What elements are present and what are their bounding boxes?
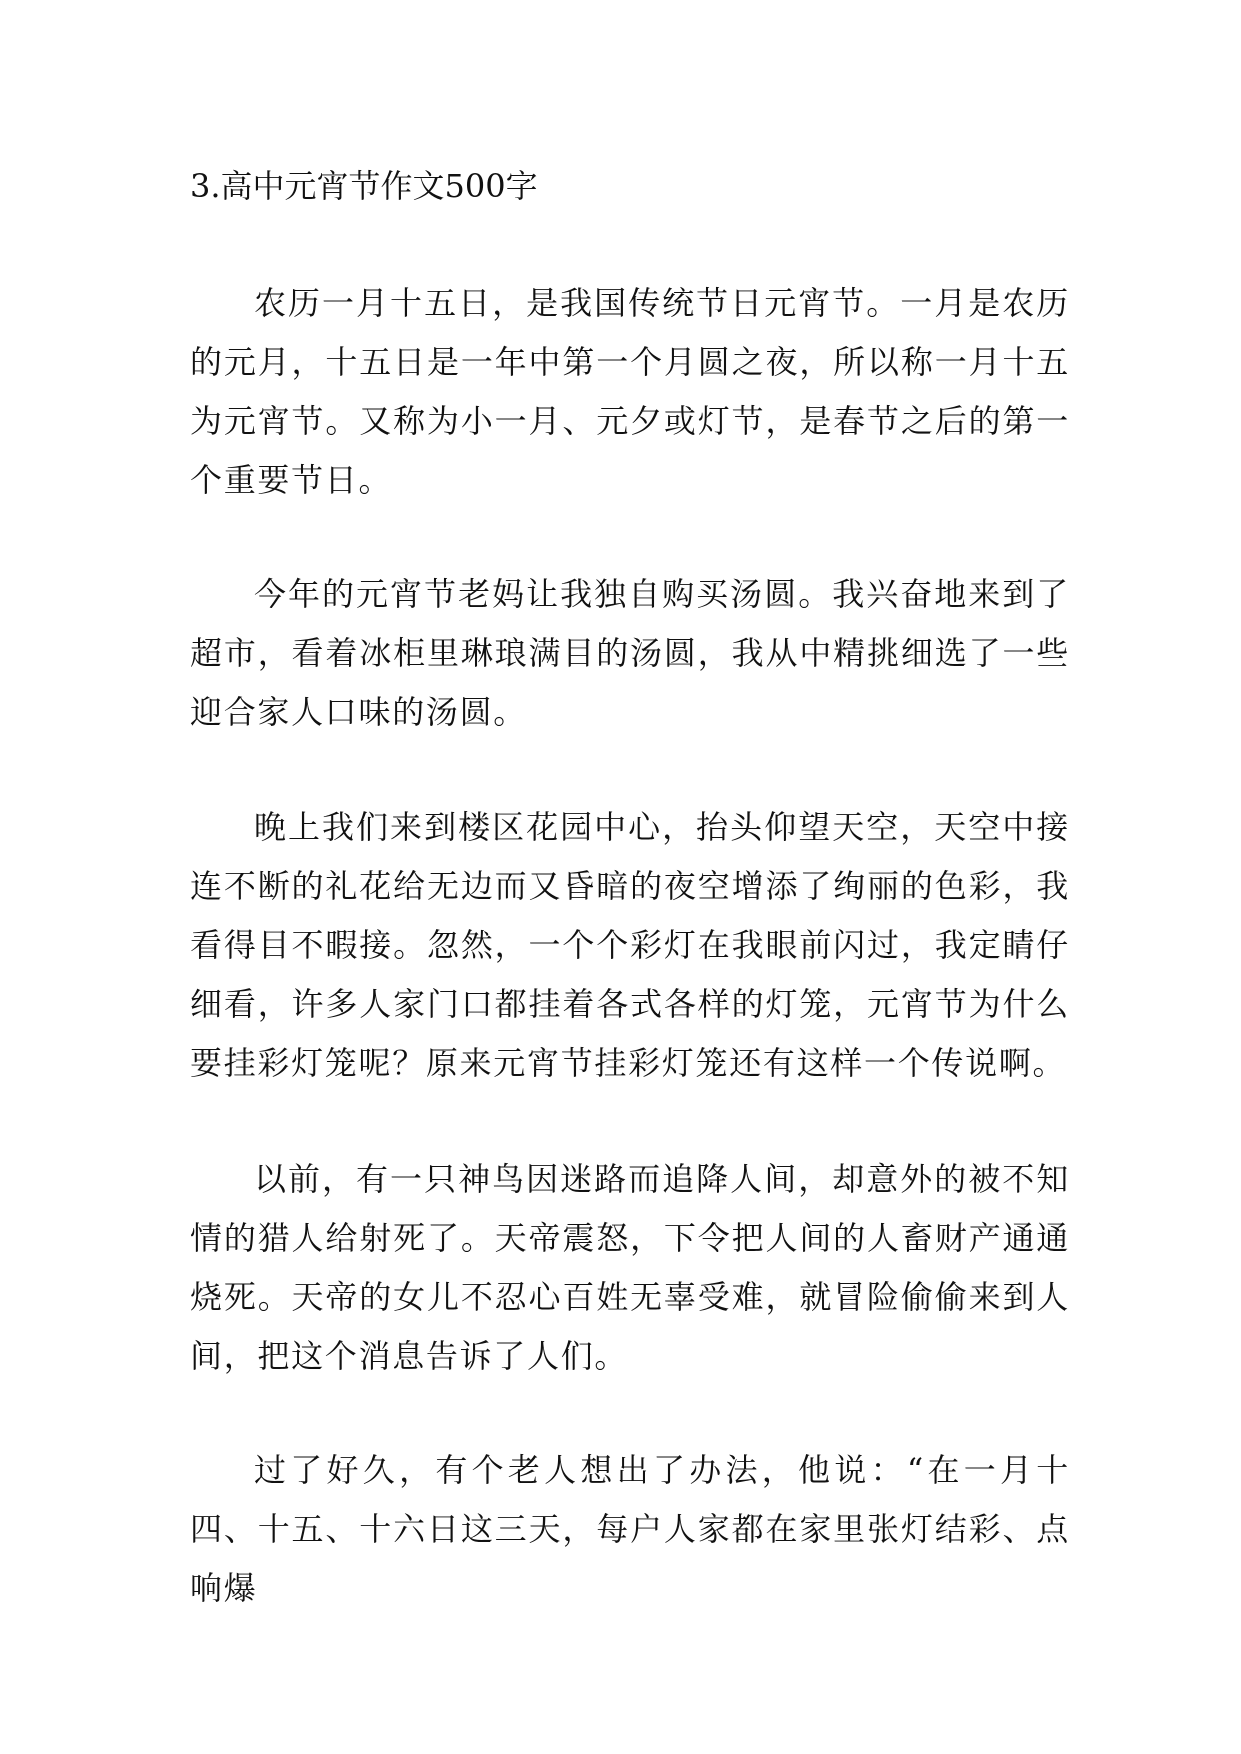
paragraph-1: 农历一月十五日，是我国传统节日元宵节。一月是农历的元月，十五日是一年中第一个月圆之夜，所以称一月十五为元宵节。又称为小一月、元夕或灯节，是春节之后的第一个重要节日。 [190,284,1070,499]
paragraph-4: 以前，有一只神鸟因迷路而追降人间，却意外的被不知情的猎人给射死了。天帝震怒，下令把人间的人畜财产通通烧死。天帝的女儿不忍心百姓无辜受难，就冒险偷偷来到人间，把这个消息告诉了人们。 [190,1160,1070,1375]
paragraph-3: 晚上我们来到楼区花园中心，抬头仰望天空，天空中接连不断的礼花给无边而又昏暗的夜空增添了绚丽的色彩，我看得目不暇接。忽然，一个个彩灯在我眼前闪过，我定睛仔细看，许多人家门口都挂着各式各样的灯笼，元宵节为什么要挂彩灯笼呢？原来元宵节挂彩灯笼还有这样一个传说啊。 [190,808,1070,1082]
paragraph-5: 过了好久，有个老人想出了办法，他说：“在一月十四、十五、十六日这三天，每户人家都在家里张灯结彩、点响爆 [190,1451,1070,1607]
paragraph-2: 今年的元宵节老妈让我独自购买汤圆。我兴奋地来到了超市，看着冰柜里琳琅满目的汤圆，我从中精挑细选了一些迎合家人口味的汤圆。 [190,575,1070,731]
document-title: 3.高中元宵节作文500字 [190,167,538,205]
